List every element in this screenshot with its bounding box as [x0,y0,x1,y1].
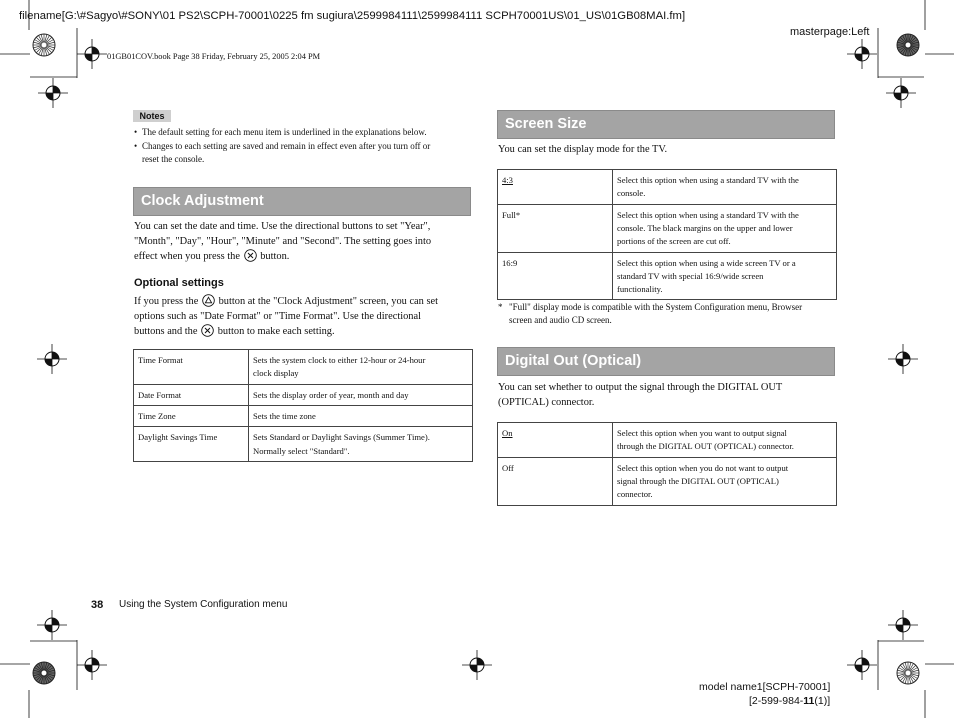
bullet-mark: • [134,141,138,151]
intro-line: "Month", "Day", "Hour", "Minute" and "Second". The setting goes into [134,235,432,247]
screen-size-footnote [498,301,843,329]
footer-model-name: model name1[SCPH-70001] [699,681,831,693]
registration-mark-icon [77,39,107,69]
intro-text: button. [260,251,290,263]
registration-mark-icon [37,610,67,640]
optional-text: If you press the [134,296,199,307]
desc-line: Select this option when using a standard TV with the [617,210,799,220]
table-cell-desc [613,170,837,205]
table-cell-desc [613,458,837,506]
intro-line: You can set whether to output the signal through the DIGITAL OUT [498,382,783,393]
notes-item [134,140,474,168]
starburst-target-icon [33,34,55,56]
table-row [134,427,473,462]
registration-mark-icon [37,344,67,374]
bullet-mark: • [134,127,138,137]
registration-mark-icon [847,650,877,680]
desc-line: Select this option when you want to output signal [617,428,787,438]
notes-item-line: Changes to each setting are saved and remain in effect even after you turn off or [142,141,431,151]
part-number-text: 1 [817,695,824,707]
section-heading-digital-out: Digital Out (Optical) [497,347,835,376]
desc-line: Normally select "Standard". [253,445,350,456]
table-cell-name: Time Zone [134,406,249,427]
intro-line: (OPTICAL) connector. [498,396,595,408]
starburst-target-icon [897,662,919,684]
optional-line [134,324,479,340]
screen-size-intro: You can set the display mode for the TV. [498,144,668,155]
optional-line: options such as "Date Format" or "Time Format". Use the directional [134,310,421,322]
part-number-text: [2-599-984- [749,695,804,707]
cross-button-icon [201,324,214,337]
table-row [134,406,473,427]
footnote-mark: * [498,302,503,312]
header-filename: filename[G:\#Sagyo\#SONY\01 PS2\SCPH-70001\0225 fm sugiura\2599984111\2599984111 SCPH70001US\01_US\01GB08MAI.fm] [19,10,686,22]
desc-line: functionality. [617,284,663,295]
part-number-text: )] [823,695,831,707]
header-masterpage: masterpage:Left [790,26,870,38]
footer-section-title: Using the System Configuration menu [119,599,288,610]
section-heading-screen-size: Screen Size [497,110,835,139]
desc-line: through the DIGITAL OUT (OPTICAL) connector. [617,441,794,452]
optional-text: button at the "Clock Adjustment" screen, you can set [218,296,439,307]
table-row [134,350,473,385]
desc-line: console. The black margins on the upper and lower [617,223,793,234]
part-number-bold: 11 [803,695,815,707]
footer-part-number [749,695,830,707]
table-cell-option: 16:9 [498,252,613,300]
screen-size-table [497,169,837,300]
table-cell-name: Date Format [134,385,249,406]
table-cell-option: Full* [498,205,613,253]
table-cell-option: Off [498,458,613,506]
optional-settings-text [134,294,479,340]
notes-label: Notes [133,110,171,122]
digital-out-table [497,422,837,506]
table-row [498,458,837,506]
table-cell-desc: Sets the display order of year, month and day [249,385,473,406]
table-cell-desc [249,350,473,385]
table-cell-option: 4:3 [498,170,613,205]
registration-mark-icon [886,78,916,108]
optional-settings-heading: Optional settings [134,277,224,289]
table-cell-name: Daylight Savings Time [134,427,249,462]
optional-text: button to make each setting. [217,326,335,338]
registration-mark-icon [847,39,877,69]
desc-line: Select this option when you do not want to output [617,463,789,473]
table-cell-desc [249,427,473,462]
desc-line: console. [617,188,646,199]
desc-line: portions of the screen are cut off. [617,236,731,247]
intro-line: You can set the date and time. Use the directional buttons to set "Year", [134,221,431,232]
cross-button-icon [244,249,257,262]
registration-mark-icon [38,78,68,108]
registration-mark-icon [888,610,918,640]
footnote-line: screen and audio CD screen. [509,315,612,325]
part-number-text: ( [814,695,818,707]
table-row [498,170,837,205]
desc-line: Sets Standard or Daylight Savings (Summer Time). [253,432,430,443]
clock-adjustment-intro [134,220,479,265]
header-book-info: 01GB01COV.book Page 38 Friday, February 25, 2005 2:04 PM [107,52,321,61]
registration-mark-icon [77,650,107,680]
notes-item-line: reset the console. [142,154,205,164]
table-row [498,252,837,300]
table-row [134,385,473,406]
clock-settings-table [133,349,473,462]
table-cell-desc [613,252,837,300]
table-row [498,205,837,253]
desc-line: clock display [253,368,299,379]
desc-line: standard TV with special 16:9/wide screen [617,270,764,281]
table-cell-desc [613,205,837,253]
desc-line: signal through the DIGITAL OUT (OPTICAL) [617,476,779,487]
table-cell-desc [613,423,837,458]
section-heading-clock-adjustment: Clock Adjustment [133,187,471,216]
desc-line: connector. [617,489,653,500]
intro-text: effect when you press the [134,251,240,263]
optional-text: buttons and the [134,326,198,338]
optional-line [134,294,479,310]
table-cell-name: Time Format [134,350,249,385]
starburst-target-icon [897,34,919,56]
desc-line: Select this option when using a standard TV with the [617,175,799,185]
registration-mark-icon [888,344,918,374]
table-row [498,423,837,458]
intro-line [134,249,479,265]
table-cell-desc: Sets the time zone [249,406,473,427]
starburst-target-icon [33,662,55,684]
notes-item [134,126,474,140]
digital-out-intro [498,381,843,410]
triangle-button-icon [202,294,215,307]
table-cell-option: On [498,423,613,458]
footnote-line: "Full" display mode is compatible with the System Configuration menu, Browser [509,302,803,312]
desc-line: Select this option when using a wide screen TV or a [617,257,796,268]
desc-line: Sets the system clock to either 12-hour or 24-hour [253,355,426,365]
notes-item-line: The default setting for each menu item is underlined in the explanations below. [142,127,427,137]
page-number: 38 [91,599,104,611]
registration-mark-icon [462,650,492,680]
